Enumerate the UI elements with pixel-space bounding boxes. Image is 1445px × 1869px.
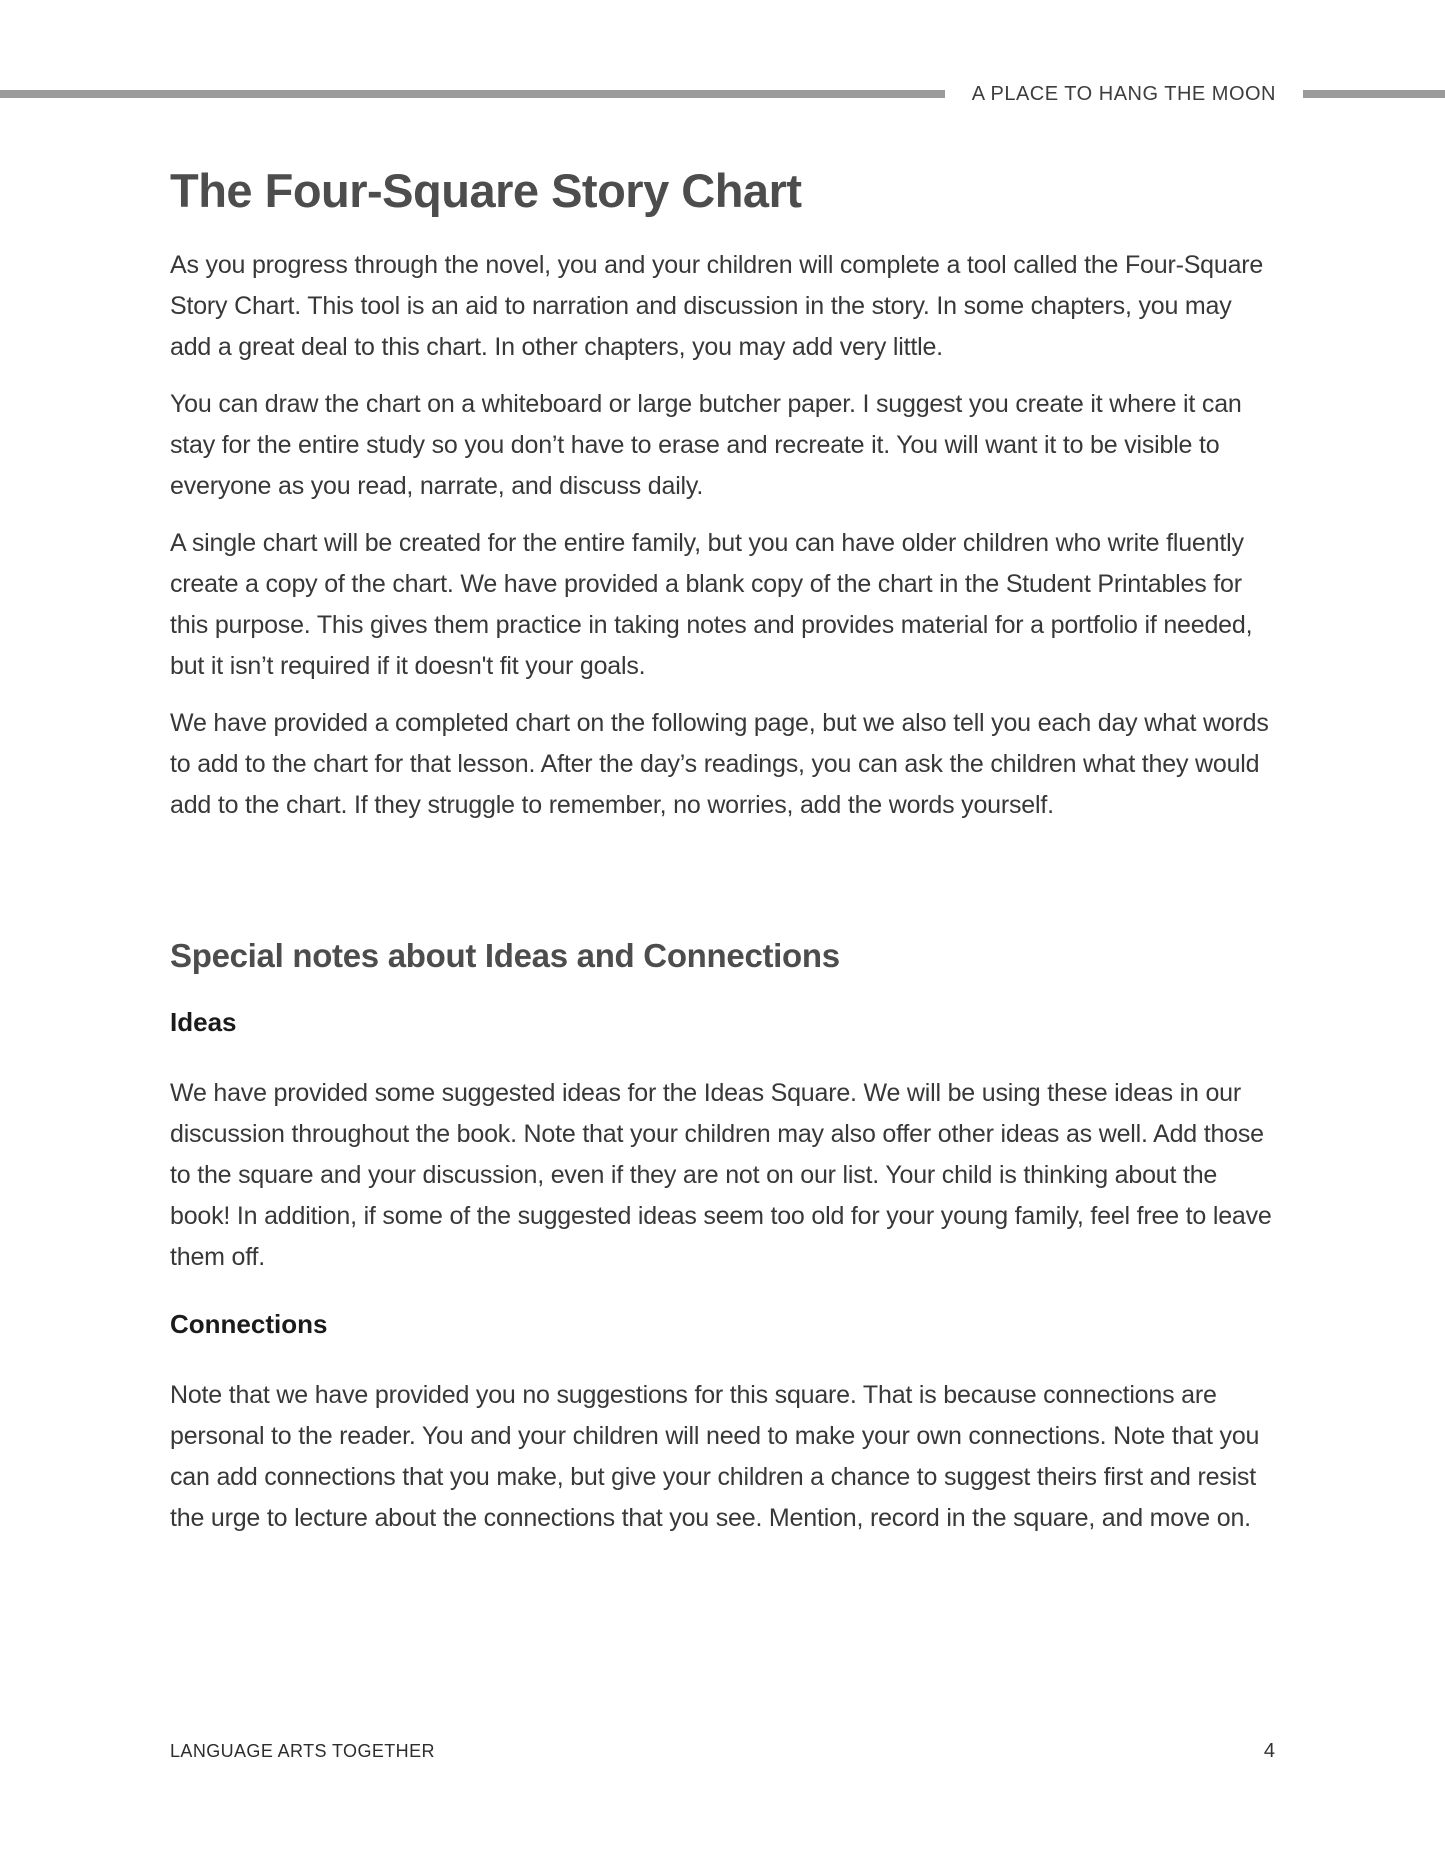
- paragraph: As you progress through the novel, you and your children will complete a tool called the Four-Square Story Chart. This tool is an aid to narration and discussion in the story. In some chapters, you may add a great deal to this chart. In other chapters, you may add very little.: [170, 251, 1264, 361]
- paragraph: A single chart will be created for the entire family, but you can have older children who write fluently create a copy of the chart. We have provided a blank copy of the chart in the Student Printables for this purpose. This gives them practice in taking notes and provides material for a portfolio if needed, but it isn’t required if it doesn't fit your goals.: [170, 529, 1253, 680]
- intro-paragraphs: [170, 245, 1275, 826]
- subsection-body-connections: Note that we have provided you no suggestions for this square. That is because connections are personal to the reader. You and your children will need to make your own connections. Note that you can add connections that you make, but give your children a chance to suggest theirs first and resist the urge to lecture about the connections that you see. Mention, record in the square, and move on.: [170, 1381, 1260, 1532]
- paragraph: You can draw the chart on a whiteboard or large butcher paper. I suggest you create it where it can stay for the entire study so you don’t have to erase and recreate it. You will want it to be visible to everyone as you read, narrate, and discuss daily.: [170, 390, 1242, 500]
- header-rule-right: [1303, 90, 1445, 98]
- subsection-heading-ideas: Ideas: [170, 1007, 237, 1037]
- page-footer: [170, 1740, 1275, 1763]
- paragraph: We have provided a completed chart on the following page, but we also tell you each day what words to add to the chart for that lesson. After the day’s readings, you can ask the children what they would add to the chart. If they struggle to remember, no worries, add the words yourself.: [170, 709, 1269, 819]
- running-header-book-title: A PLACE TO HANG THE MOON: [971, 82, 1276, 105]
- footer-page-number: 4: [1263, 1740, 1275, 1762]
- section-heading: Special notes about Ideas and Connections: [170, 937, 840, 974]
- main-column: [170, 0, 1275, 1539]
- page-title: The Four-Square Story Chart: [170, 164, 802, 217]
- subsection-heading-connections: Connections: [170, 1309, 328, 1339]
- footer-series-title: LANGUAGE ARTS TOGETHER: [170, 1741, 435, 1761]
- subsection-body-ideas: We have provided some suggested ideas for the Ideas Square. We will be using these ideas in our discussion throughout the book. Note that your children may also offer other ideas as well. Add those to the square and your discussion, even if they are not on our list. Your child is thinking about the book! In addition, if some of the suggested ideas seem too old for your young family, feel free to leave them off.: [170, 1079, 1272, 1271]
